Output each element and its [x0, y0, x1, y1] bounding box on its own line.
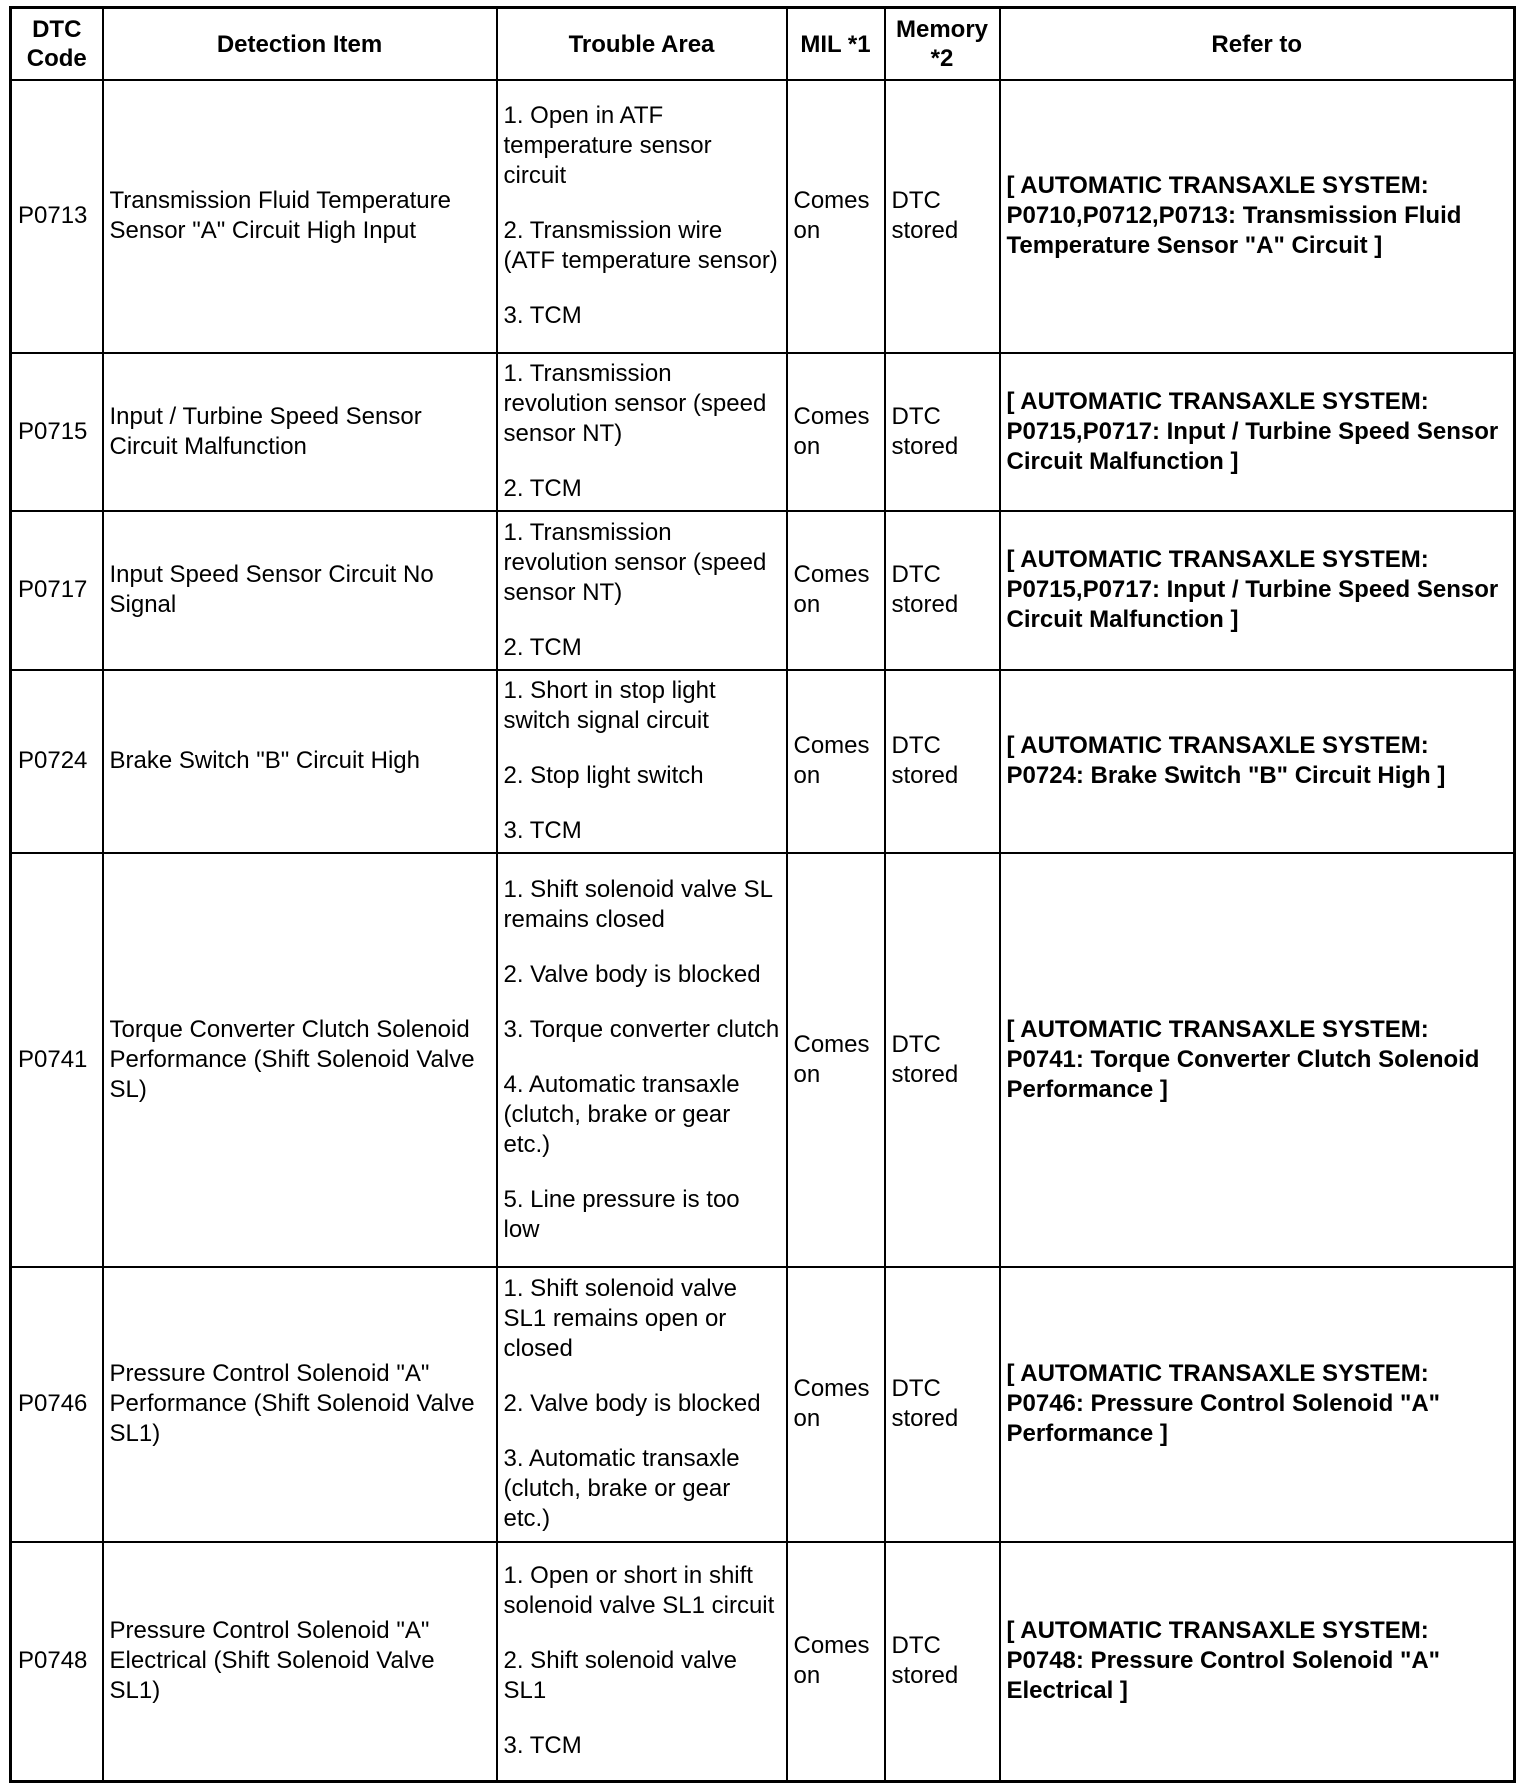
trouble-area-item: 1. Transmission revolution sensor (speed sensor NT): [503, 518, 767, 606]
trouble-area-cell: [497, 353, 787, 511]
trouble-area-item: 4. Automatic transaxle (clutch, brake or gear etc.): [503, 1071, 740, 1159]
dtc-code-cell: P0741: [11, 853, 103, 1267]
trouble-area-cell: [497, 853, 787, 1267]
trouble-area-item: 1. Open or short in shift solenoid valve SL1 circuit: [503, 1562, 775, 1620]
mil-cell: Comes on: [787, 1542, 885, 1782]
refer-to-link: [ AUTOMATIC TRANSAXLE SYSTEM: P0746: Pressure Control Solenoid "A" Performance ]: [1000, 1267, 1515, 1542]
header-row: [11, 8, 1515, 81]
memory-cell: DTC stored: [885, 670, 1000, 853]
detection-item-cell: Brake Switch "B" Circuit High: [103, 670, 497, 853]
trouble-area-item: 1. Transmission revolution sensor (speed sensor NT): [503, 360, 767, 448]
header-trouble-area: Trouble Area: [497, 8, 787, 81]
refer-to-link: [ AUTOMATIC TRANSAXLE SYSTEM: P0724: Brake Switch "B" Circuit High ]: [1000, 670, 1515, 853]
detection-item-cell: Torque Converter Clutch Solenoid Performance (Shift Solenoid Valve SL): [103, 853, 497, 1267]
memory-cell: DTC stored: [885, 1542, 1000, 1782]
trouble-area-cell: [497, 670, 787, 853]
trouble-area-item: 3. Torque converter clutch: [503, 1016, 780, 1044]
trouble-area-cell: [497, 1267, 787, 1542]
dtc-code-cell: P0715: [11, 353, 103, 511]
mil-cell: Comes on: [787, 353, 885, 511]
memory-cell: DTC stored: [885, 80, 1000, 353]
trouble-area-item: 2. Stop light switch: [503, 762, 704, 790]
trouble-area-cell: [497, 1542, 787, 1782]
detection-item-cell: Transmission Fluid Temperature Sensor "A" Circuit High Input: [103, 80, 497, 353]
memory-cell: DTC stored: [885, 1267, 1000, 1542]
header-memory: Memory *2: [885, 8, 1000, 81]
trouble-area-cell: [497, 80, 787, 353]
trouble-area-item: 1. Short in stop light switch signal circuit: [503, 677, 716, 735]
table-row: [11, 1542, 1515, 1782]
trouble-area-item: 2. Valve body is blocked: [503, 961, 761, 989]
refer-to-link: [ AUTOMATIC TRANSAXLE SYSTEM: P0741: Torque Converter Clutch Solenoid Performance ]: [1000, 853, 1515, 1267]
trouble-area-item: 2. TCM: [503, 633, 582, 661]
trouble-area-item: 2. Shift solenoid valve SL1: [503, 1647, 737, 1705]
detection-item-cell: Input Speed Sensor Circuit No Signal: [103, 511, 497, 669]
trouble-area-item: 2. Valve body is blocked: [503, 1390, 761, 1418]
dtc-code-cell: P0713: [11, 80, 103, 353]
header-dtc-code: DTC Code: [11, 8, 103, 81]
mil-cell: Comes on: [787, 511, 885, 669]
trouble-area-item: 2. TCM: [503, 475, 582, 503]
dtc-table: [9, 6, 1516, 1783]
table-row: [11, 853, 1515, 1267]
trouble-area-item: 3. TCM: [503, 302, 582, 330]
table-row: [11, 670, 1515, 853]
mil-cell: Comes on: [787, 670, 885, 853]
refer-to-link: [ AUTOMATIC TRANSAXLE SYSTEM: P0715,P0717: Input / Turbine Speed Sensor Circuit Malfunction ]: [1000, 353, 1515, 511]
memory-cell: DTC stored: [885, 511, 1000, 669]
dtc-code-cell: P0746: [11, 1267, 103, 1542]
table-row: [11, 1267, 1515, 1542]
trouble-area-item: 1. Shift solenoid valve SL remains closed: [503, 876, 773, 934]
mil-cell: Comes on: [787, 853, 885, 1267]
trouble-area-item: 1. Open in ATF temperature sensor circuit: [503, 102, 712, 190]
table-row: [11, 80, 1515, 353]
dtc-table-body: [11, 80, 1515, 1782]
trouble-area-item: 3. TCM: [503, 1732, 582, 1760]
refer-to-link: [ AUTOMATIC TRANSAXLE SYSTEM: P0710,P0712,P0713: Transmission Fluid Temperature Sensor "A" Circuit ]: [1000, 80, 1515, 353]
header-mil: MIL *1: [787, 8, 885, 81]
trouble-area-item: 3. TCM: [503, 817, 582, 845]
refer-to-link: [ AUTOMATIC TRANSAXLE SYSTEM: P0715,P0717: Input / Turbine Speed Sensor Circuit Malfunction ]: [1000, 511, 1515, 669]
refer-to-link: [ AUTOMATIC TRANSAXLE SYSTEM: P0748: Pressure Control Solenoid "A" Electrical ]: [1000, 1542, 1515, 1782]
trouble-area-item: 1. Shift solenoid valve SL1 remains open or closed: [503, 1275, 737, 1363]
mil-cell: Comes on: [787, 80, 885, 353]
memory-cell: DTC stored: [885, 853, 1000, 1267]
detection-item-cell: Pressure Control Solenoid "A" Performance (Shift Solenoid Valve SL1): [103, 1267, 497, 1542]
trouble-area-item: 3. Automatic transaxle (clutch, brake or gear etc.): [503, 1445, 740, 1533]
dtc-code-cell: P0748: [11, 1542, 103, 1782]
detection-item-cell: Pressure Control Solenoid "A" Electrical (Shift Solenoid Valve SL1): [103, 1542, 497, 1782]
mil-cell: Comes on: [787, 1267, 885, 1542]
trouble-area-item: 2. Transmission wire (ATF temperature sensor): [503, 217, 778, 275]
table-row: [11, 353, 1515, 511]
dtc-code-cell: P0724: [11, 670, 103, 853]
dtc-code-cell: P0717: [11, 511, 103, 669]
detection-item-cell: Input / Turbine Speed Sensor Circuit Malfunction: [103, 353, 497, 511]
trouble-area-item: 5. Line pressure is too low: [503, 1186, 740, 1244]
header-detection-item: Detection Item: [103, 8, 497, 81]
header-refer-to: Refer to: [1000, 8, 1515, 81]
table-row: [11, 511, 1515, 669]
memory-cell: DTC stored: [885, 353, 1000, 511]
trouble-area-cell: [497, 511, 787, 669]
